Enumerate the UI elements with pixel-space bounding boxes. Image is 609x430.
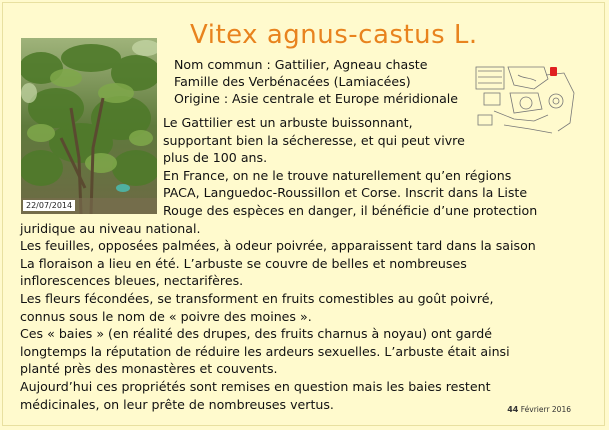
text-line: planté près des monastères et couvents. [20, 361, 278, 377]
common-name: Nom commun : Gattilier, Agneau chaste [174, 57, 428, 72]
text-line: Les feuilles, opposées palmées, à odeur poivrée, apparaissent tard dans la saison [20, 238, 536, 254]
text-line: La floraison a lieu en été. L’arbuste se couvre de belles et nombreuses [20, 255, 467, 271]
text-line: supportant bien la sécheresse, et qui peut vivre [163, 132, 465, 148]
text-line: Le Gattilier est un arbuste buissonnant, [163, 115, 413, 130]
photo-date: 22/07/2014 [23, 200, 75, 211]
description [20, 114, 590, 413]
text-line: En France, on ne le trouve naturellement qu’en régions [163, 167, 512, 183]
description-wrapped-block [20, 114, 590, 220]
origin: Origine : Asie centrale et Europe méridionale [174, 91, 459, 106]
text-line: inflorescences bleues, nectarifères. [20, 273, 244, 289]
text-line: médicinales, on leur prête de nombreuses vertus. [20, 396, 334, 412]
text-line: connus sous le nom de « poivre des moines ». [20, 308, 312, 324]
page-number: 44 [507, 405, 519, 414]
text-line: longtemps la réputation de réduire les ardeurs sexuelles. L’arbuste était ainsi [20, 343, 510, 359]
text-line: Aujourd’hui ces propriétés sont remises en question mais les baies restent [20, 378, 491, 394]
footer-date: Févrierr 2016 [520, 405, 571, 414]
text-line: PACA, Languedoc-Roussillon et Corse. Inscrit dans la Liste [163, 185, 528, 201]
footer [507, 405, 571, 414]
map-location-marker [550, 67, 557, 76]
text-line: Ces « baies » (en réalité des drupes, des fruits charnus à noyau) ont gardé [20, 326, 493, 342]
text-line: plus de 100 ans. [163, 150, 268, 166]
plant-info [174, 56, 458, 107]
text-line: juridique au niveau national. [20, 220, 201, 236]
text-line: Rouge des espèces en danger, il bénéficie d’une protection [163, 202, 538, 218]
family: Famille des Verbénacées (Lamiacées) [174, 74, 411, 89]
text-line: Les fleurs fécondées, se transforment en fruits comestibles au goût poivré, [20, 290, 494, 306]
page-title: Vitex agnus-castus L. [190, 20, 478, 50]
